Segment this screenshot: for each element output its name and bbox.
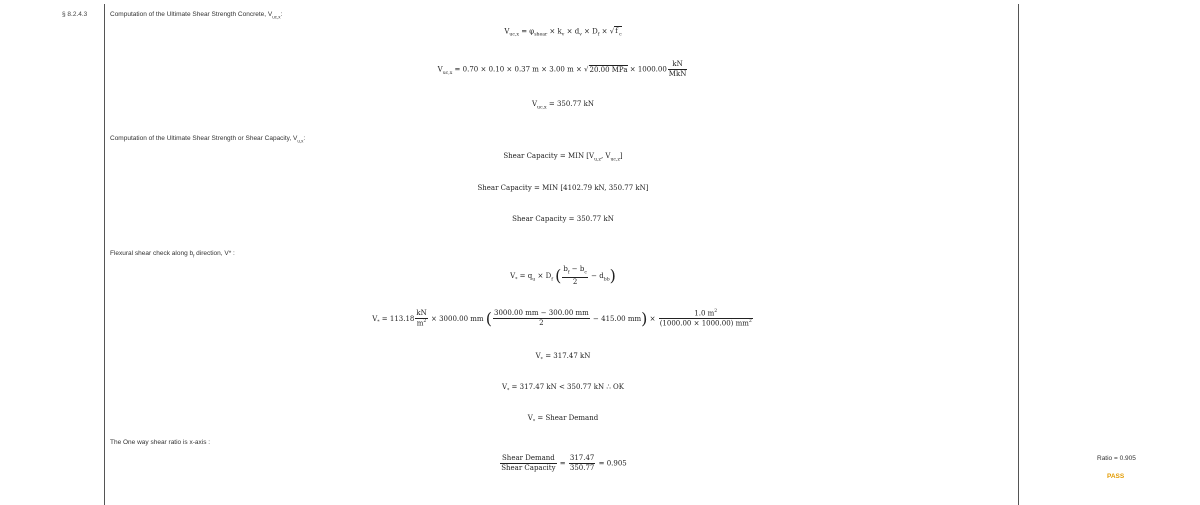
concrete-strength-heading: Computation of the Ultimate Shear Strength Concrete, $V_{uc,x}$:: [110, 11, 283, 20]
right-divider: [1018, 4, 1019, 505]
concrete-formula: $V_{uc,x} = \varphi_{shear} \times k_v \times d_v \times D_f \times √f'_c$: [504, 27, 622, 38]
flexural-check: $V_* = 317.47$ kN < 350.77 kN ∴ OK: [501, 383, 625, 394]
flexural-formula: $V_* = q_u \times D_f$ ( $\frac{b_f - b_c}{2}$ − $d_{bb}$): [510, 265, 616, 286]
capacity-substitution: Shear Capacity = MIN [4102.79 kN, 350.77 kN]: [477, 184, 649, 192]
ratio-summary: Ratio = 0.905: [1097, 455, 1136, 462]
capacity-result: Shear Capacity = 350.77 kN: [512, 215, 614, 223]
concrete-substitution: $V_{uc,x} = 0.70 \times 0.10 \times 0.37$ m × 3.00 m × √20.00 MPa × 1000.00 $\frac{kN}{\text{MkN}}$: [437, 60, 687, 78]
shear-demand-definition: $V_*$ = Shear Demand: [527, 414, 599, 425]
pass-status: PASS: [1107, 473, 1125, 480]
shear-ratio-heading: The One way shear ratio is x-axis :: [110, 439, 211, 446]
concrete-result: $V_{uc,x} = 350.77$ kN: [531, 100, 595, 111]
shear-ratio-equation: $\frac{\text{Shear Demand}}{\text{Shear Capacity}}$ = $\frac{317.47}{350.77}$ = 0.905: [501, 454, 627, 472]
shear-capacity-heading: Computation of the Ultimate Shear Strength or Shear Capacity, $V_{u,x}$:: [110, 135, 306, 144]
left-divider: [104, 4, 105, 505]
flexural-shear-heading: Flexural shear check along $b_f$ direction, V* :: [110, 250, 235, 259]
capacity-formula: Shear Capacity = MIN [$V_{u,z}$, $V_{uc,z}$]: [503, 152, 623, 163]
clause-reference: § 8.2.4.3: [62, 11, 88, 18]
flexural-result: $V_* = 317.47$ kN: [535, 352, 591, 363]
flexural-substitution: $V_* = 113.18$ $\frac{kN}{m^2}$ × 3000.00 mm ( $\frac{3000.00 mm - 300.00 mm}{2}$ − 415.00 mm) × $\frac{1.0 m^2}{(1000.00 \times 1000.00) mm^2}$: [372, 308, 752, 328]
